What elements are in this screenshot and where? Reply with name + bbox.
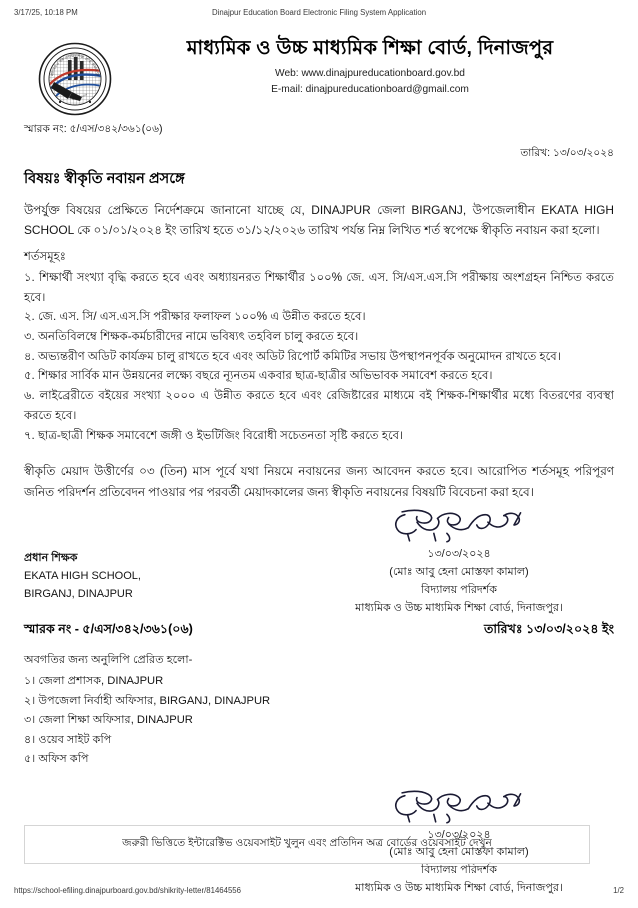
memo-number: স্মারক নং: ৫/এস/৩৪২/৩৬১(০৬): [24, 123, 163, 135]
board-seal-icon: [38, 42, 112, 116]
memo-date-row: [24, 146, 614, 162]
recipient-school: EKATA HIGH SCHOOL,: [24, 570, 141, 583]
signatory-block: [304, 503, 614, 617]
condition-item: ৬. লাইব্রেরীতে বইয়ের সংখ্যা ২০০০ এ উন্নীত করতে হবে এবং রেজিষ্টারের মাধ্যমে বই শিক্ষক-শিক্ষার্থীর মধ্যে বিতরণের ব্যবস্থা করতে হবে।: [24, 389, 614, 422]
condition-item: ২. জে. এস. সি/ এস.এস.সি পরীক্ষার ফলাফল ১০০% এ উন্নীত করতে হবে।: [24, 310, 366, 324]
condition-item: ৪. অভ্যন্তরীণ অডিট কার্যক্রম চালু রাখতে হবে এবং অডিট রিপোর্ট কমিটির সভায় উপস্থাপনপূর্বক অনুমোদন রাখতে হবে।: [24, 349, 561, 363]
condition-item: ৩. অনতিবিলম্বে শিক্ষক-কর্মচারীদের নামে ভবিষ্যৎ তহবিল চালু করতে হবে।: [24, 330, 359, 344]
board-website: Web: www.dinajpureducationboard.gov.bd: [275, 68, 465, 80]
copy-distribution-intro: অবগতির জন্য অনুলিপি প্রেরিত হলো-: [24, 654, 193, 667]
copy-distribution-list: [24, 672, 614, 769]
copy-list-item: ১। জেলা প্রশাসক, DINAJPUR: [24, 675, 164, 688]
browser-print-header: [0, 8, 638, 17]
signatory-office: মাধ্যমিক ও উচ্চ মাধ্যমিক শিক্ষা বোর্ড, দিনাজপুর।: [355, 601, 563, 614]
print-page-number: 1/2: [613, 886, 624, 895]
letterhead-text: [120, 36, 620, 98]
body-paragraph: উপর্যুক্ত বিষয়ের প্রেক্ষিতে নির্দেশক্রমে জানানো যাচ্ছে যে, DINAJPUR জেলা BIRGANJ, উপজেলাধীন EKATA HIGH SCHOOL কে ০১/০১/২০২৪ ইং তারিখ হতে ৩১/১২/২০২৬ তারিখ পর্যন্ত নিম্ন লিখিত শর্ত স্বপেক্ষে স্বীকৃতি নবায়ন করা হলো।: [24, 203, 614, 238]
second-memo-date: তারিখঃ ১৩/০৩/২০২৪ ইং: [483, 622, 614, 637]
print-page-title: Dinajpur Education Board Electronic Filing System Application: [211, 8, 427, 17]
memo-date: তারিখ: ১৩/০৩/২০২৪: [520, 147, 614, 159]
memo-number-row: [24, 122, 614, 140]
letterhead: [0, 30, 638, 122]
print-timestamp: 3/17/25, 10:18 PM: [14, 8, 78, 17]
signatory-name: (মোঃ আবু হেনা মোস্তফা কামাল): [389, 846, 529, 859]
second-memo-number: স্মারক নং - ৫/এস/৩৪২/৩৬১(০৬): [24, 622, 193, 637]
recipient-address: BIRGANJ, DINAJPUR: [24, 588, 133, 601]
second-memo-row: [24, 621, 614, 643]
closing-paragraph: স্বীকৃতি মেয়াদ উত্তীর্ণের ০৩ (তিন) মাস পূর্বে যথা নিয়মে নবায়নের জন্য আবেদন করতে হবে। আরোপিত শর্তসমূহ পরিপূরণ জনিত পরিদর্শন প্রতিবেদন পাওয়ার পর পরবর্তী মেয়াদকালের জন্য স্বীকৃতি নবায়নের বিষয়টি বিবেচনা করা হবে।: [24, 464, 614, 500]
condition-item: ৭. ছাত্র-ছাত্রী শিক্ষক সমাবেশে জঙ্গী ও ইভটিজিং বিরোধী সচেতনতা সৃষ্টি করতে হবে।: [24, 428, 404, 442]
copy-list-item: ২। উপজেলা নির্বাহী অফিসার, BIRGANJ, DINAJPUR: [24, 694, 271, 707]
copy-list-item: ৫। অফিস কপি: [24, 753, 89, 766]
svg-text:মাধ্যমিক ও উচ্চ মাধ্যমিক শিক্ষ: মাধ্যমিক ও উচ্চ মাধ্যমিক শিক্ষা বোর্ড, দিনাজপুর: [50, 53, 100, 77]
footer-notice-box: জরুরী ভিত্তিতে ইন্টারেক্টিভ ওয়েবসাইট খুলুন এবং প্রতিদিন অত্র বোর্ডের ওয়েবসাইট দেখুন: [24, 825, 590, 864]
signatory-designation: বিদ্যালয় পরিদর্শক: [421, 583, 497, 596]
svg-text:দিনাজপুর - ২০০৬: দিনাজপুর - ২০০৬: [62, 92, 88, 101]
conditions-label: শর্তসমূহঃ: [24, 249, 66, 263]
conditions-list: [24, 268, 614, 445]
signatory-name: (মোঃ আবু হেনা মোস্তফা কামাল): [389, 565, 529, 578]
signature-block-primary: [24, 503, 614, 621]
copy-list-item: ৩। জেলা শিক্ষা অফিসার, DINAJPUR: [24, 714, 193, 727]
condition-item: ১. শিক্ষার্থী সংখ্যা বৃদ্ধি করতে হবে এবং অধ্যায়নরত শিক্ষার্থীর ১০০% জে. এস. সি/এস.এস.সি পরীক্ষায় অংশগ্রহন নিশ্চিত করতে হবে।: [24, 270, 614, 304]
handwritten-signature-icon: [304, 503, 614, 545]
browser-print-footer: [0, 886, 638, 895]
handwritten-signature-icon: [304, 784, 614, 826]
board-name: মাধ্যমিক ও উচ্চ মাধ্যমিক শিক্ষা বোর্ড, দিনাজপুর: [186, 37, 554, 59]
condition-item: ৫. শিক্ষার সার্বিক মান উন্নয়নের লক্ষ্যে বছরে ন্যূনতম একবার ছাত্র-ছাত্রীর অভিভাবক সমাবেশ করতে হবে।: [24, 369, 493, 383]
subject-line: বিষয়ঃ স্বীকৃতি নবায়ন প্রসঙ্গে: [24, 171, 185, 187]
signature-date: ১৩/০৩/২০২৪: [427, 828, 491, 841]
print-source-url: https://school-efiling.dinajpurboard.gov.bd/shikrity-letter/81464556: [14, 886, 241, 895]
signatory-designation: বিদ্যালয় পরিদর্শক: [421, 864, 497, 877]
signature-date: ১৩/০৩/২০২৪: [427, 548, 491, 561]
signatory-office: মাধ্যমিক ও উচ্চ মাধ্যমিক শিক্ষা বোর্ড, দিনাজপুর।: [355, 882, 563, 895]
recipient-address-block: [24, 549, 141, 603]
board-email: E-mail: dinajpureducationboard@gmail.com: [271, 84, 469, 96]
copy-list-item: ৪। ওয়েব সাইট কপি: [24, 733, 112, 746]
recipient-role: প্রধান শিক্ষক: [24, 552, 78, 565]
